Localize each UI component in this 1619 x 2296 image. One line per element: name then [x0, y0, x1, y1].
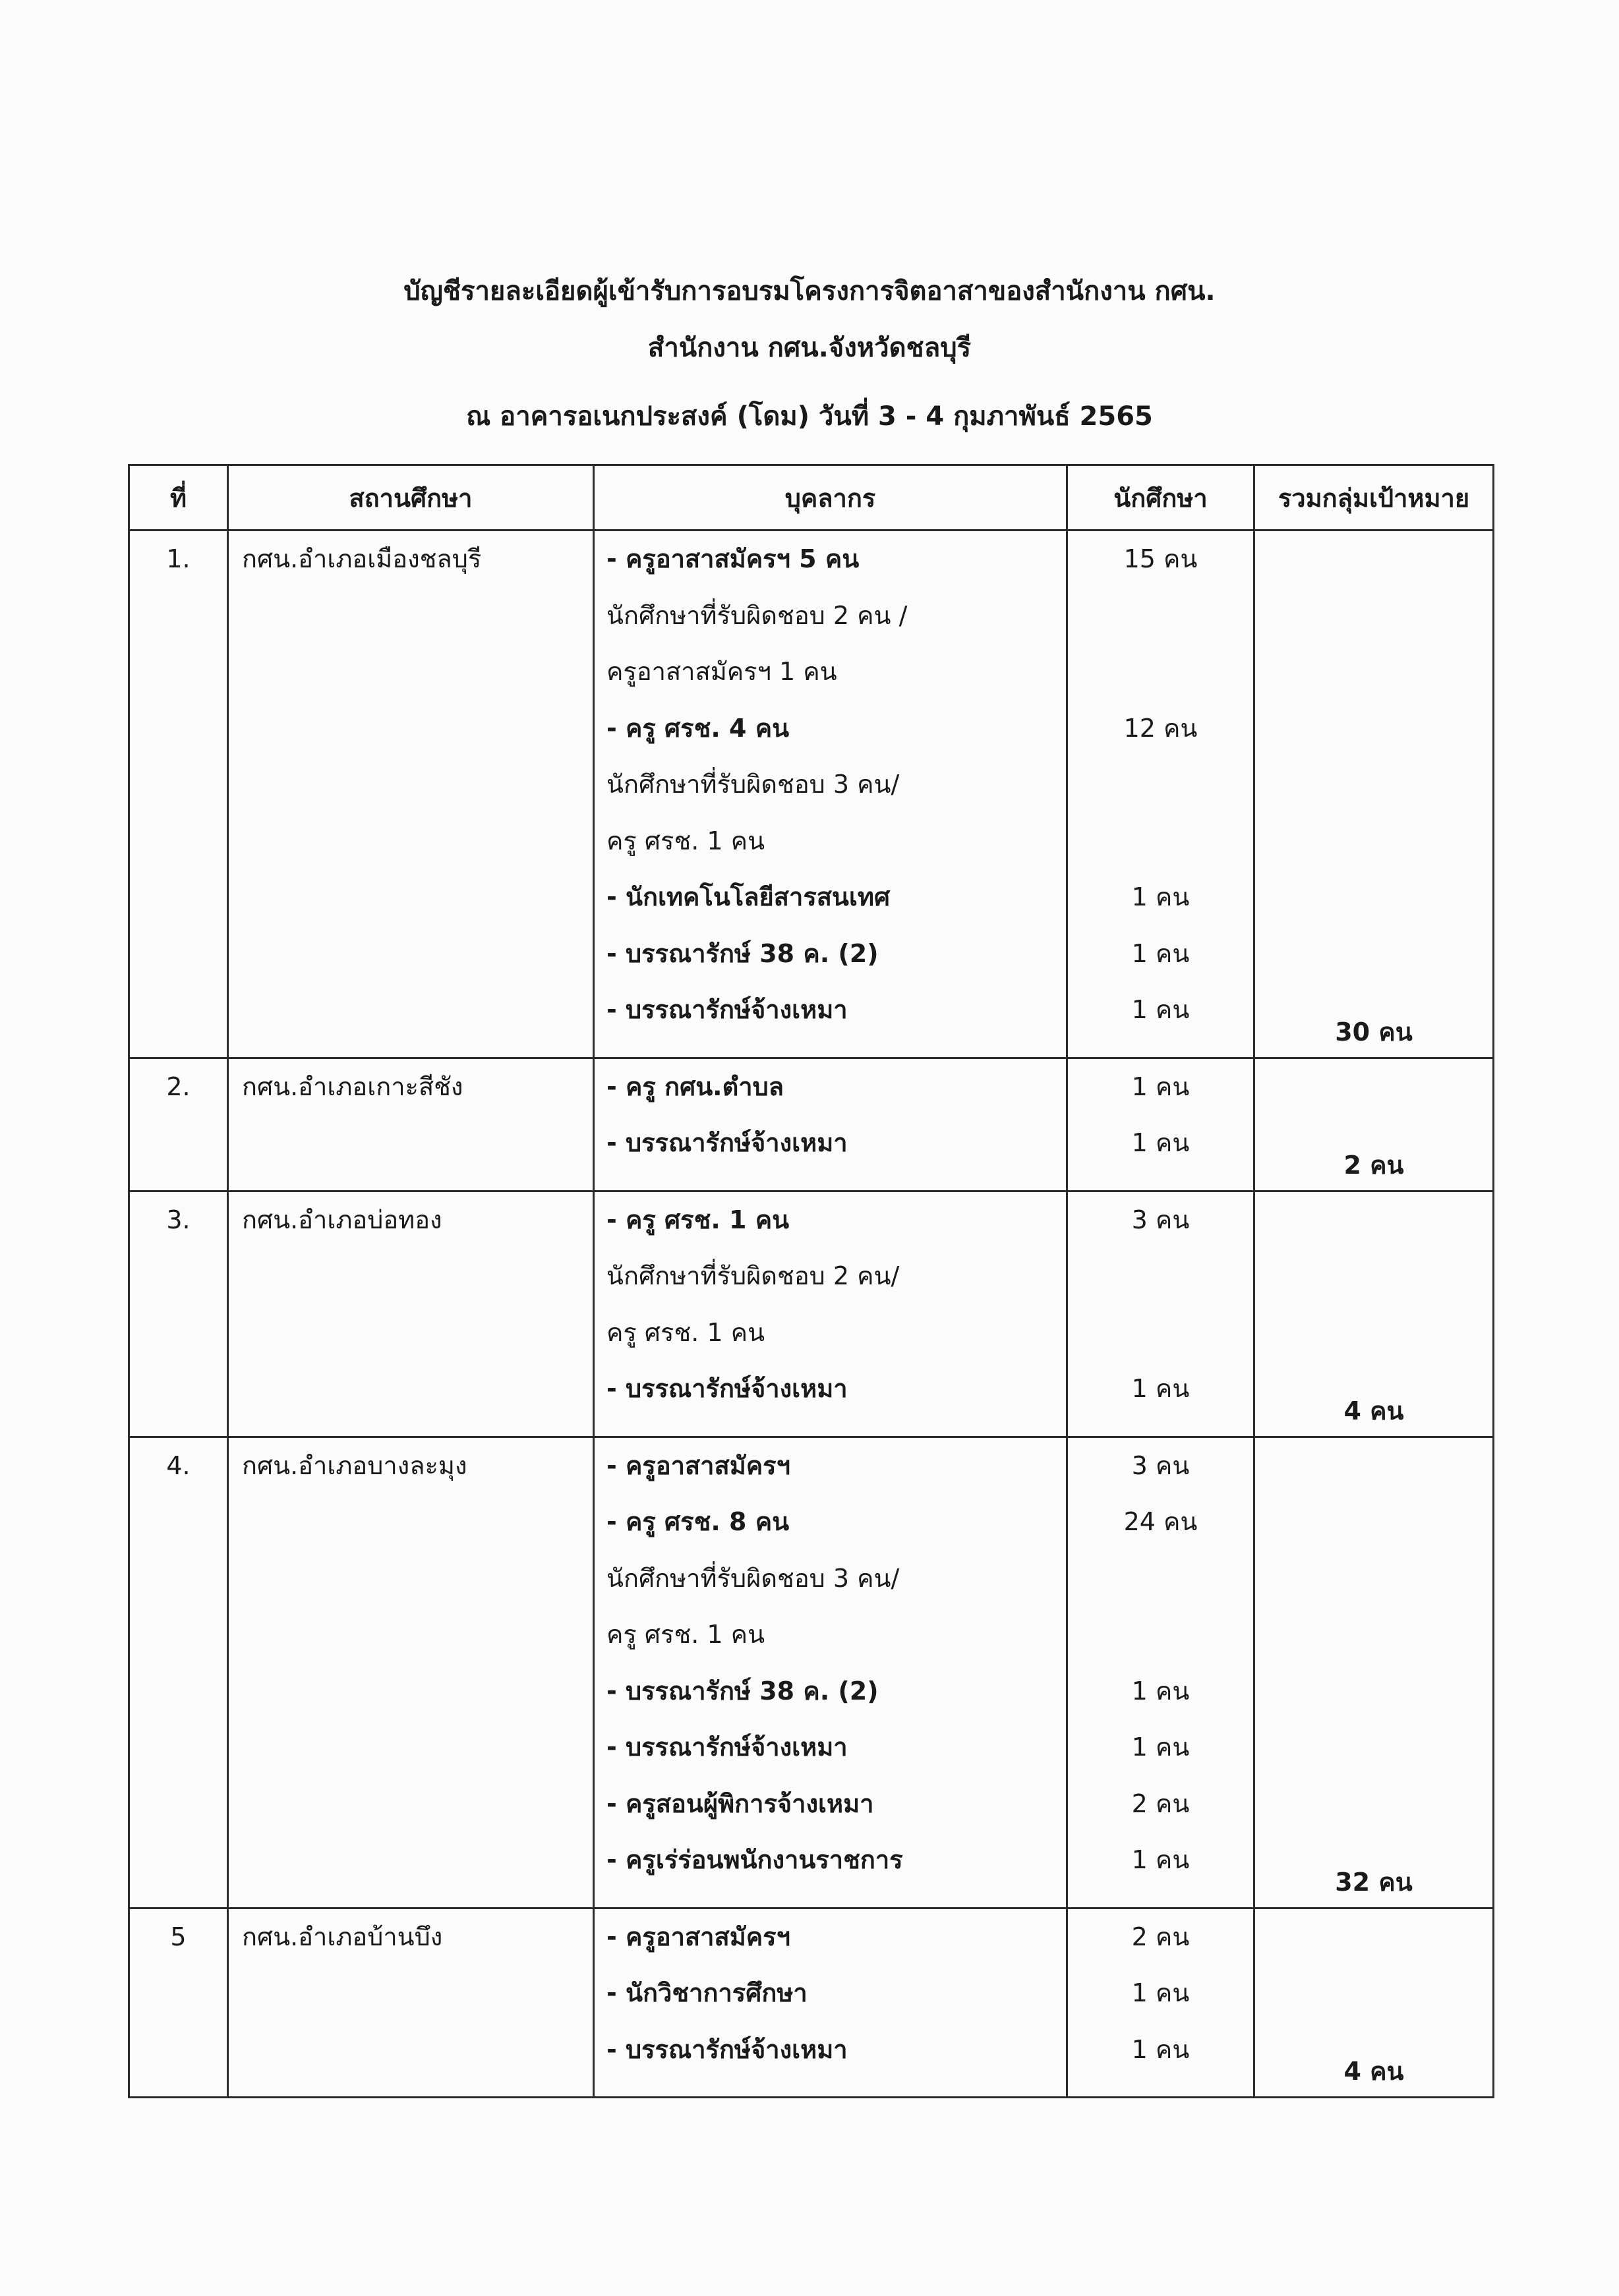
- personnel-line: ครู ศรช. 1 คน: [606, 1317, 765, 1347]
- row-number: 2.: [129, 1058, 228, 1191]
- participant-table: [128, 464, 1494, 2098]
- table-row: [129, 1191, 1494, 1437]
- student-count: 1 คน: [1131, 1072, 1190, 1101]
- student-count: 15 คน: [1123, 544, 1198, 573]
- personnel-cell: [594, 531, 1067, 1058]
- venue-date: ณ อาคารอเนกประสงค์ (โดม) วันที่ 3 - 4 กุมภาพันธ์ 2565: [466, 401, 1153, 432]
- student-count: 1 คน: [1131, 1374, 1190, 1403]
- student-count: 1 คน: [1131, 1978, 1190, 2007]
- school-name: กศน.อำเภอบ่อทอง: [228, 1191, 594, 1437]
- group-total: 2 คน: [1343, 1150, 1404, 1180]
- personnel-line: - บรรณารักษ์จ้างเหมา: [606, 1733, 848, 1762]
- students-cell: [1067, 531, 1254, 1058]
- students-cell: [1067, 1908, 1254, 2098]
- personnel-line: - นักวิชาการศึกษา: [606, 1978, 808, 2007]
- personnel-cell: [594, 1908, 1067, 2098]
- table-row: [129, 531, 1494, 1058]
- personnel-line: - บรรณารักษ์ 38 ค. (2): [606, 1676, 879, 1706]
- header-school: สถานศึกษา: [228, 465, 594, 531]
- row-number: 3.: [129, 1191, 228, 1437]
- personnel-line: - บรรณารักษ์จ้างเหมา: [606, 1128, 848, 1157]
- student-count: 12 คน: [1123, 713, 1198, 743]
- personnel-line: ครูอาสาสมัครฯ 1 คน: [606, 657, 837, 686]
- personnel-line: - ครู ศรช. 1 คน: [606, 1205, 790, 1234]
- personnel-cell: [594, 1191, 1067, 1437]
- student-count: [1068, 1560, 1253, 1617]
- school-name: กศน.อำเภอบ้านบึง: [228, 1908, 594, 2098]
- student-count: [1068, 653, 1253, 710]
- table-header-row: [129, 465, 1494, 531]
- student-count: [1068, 822, 1253, 879]
- table-row: [129, 1908, 1494, 2098]
- row-number: 4.: [129, 1437, 228, 1908]
- group-total: 32 คน: [1335, 1867, 1413, 1897]
- group-total: 4 คน: [1343, 2057, 1404, 2086]
- header-no: ที่: [129, 465, 228, 531]
- students-cell: [1067, 1058, 1254, 1191]
- students-cell: [1067, 1437, 1254, 1908]
- total-cell: [1254, 1908, 1494, 2098]
- student-count: 1 คน: [1131, 1128, 1190, 1157]
- table-body: [129, 531, 1494, 2098]
- header-students: นักศึกษา: [1067, 465, 1254, 531]
- total-cell: [1254, 531, 1494, 1058]
- total-cell: [1254, 1191, 1494, 1437]
- personnel-line: นักศึกษาที่รับผิดชอบ 3 คน/: [606, 770, 900, 799]
- student-count: 1 คน: [1131, 2034, 1190, 2064]
- personnel-line: - บรรณารักษ์จ้างเหมา: [606, 995, 848, 1024]
- personnel-line: - ครู ศรช. 4 คน: [606, 713, 790, 743]
- personnel-cell: [594, 1058, 1067, 1191]
- student-count: 1 คน: [1131, 1845, 1190, 1874]
- personnel-line: นักศึกษาที่รับผิดชอบ 2 คน/: [606, 1261, 900, 1290]
- student-count: 2 คน: [1131, 1789, 1190, 1818]
- school-name: กศน.อำเภอเกาะสีชัง: [228, 1058, 594, 1191]
- personnel-line: - ครู กศน.ตำบล: [606, 1072, 784, 1101]
- student-count: 1 คน: [1131, 1733, 1190, 1762]
- personnel-line: ครู ศรช. 1 คน: [606, 1620, 765, 1649]
- group-total: 4 คน: [1343, 1396, 1404, 1425]
- personnel-line: - ครูอาสาสมัครฯ: [606, 1922, 790, 1951]
- table-row: [129, 1058, 1494, 1191]
- total-cell: [1254, 1058, 1494, 1191]
- student-count: 24 คน: [1123, 1507, 1198, 1536]
- personnel-cell: [594, 1437, 1067, 1908]
- student-count: 1 คน: [1131, 995, 1190, 1024]
- row-number: 5: [129, 1908, 228, 2098]
- table-row: [129, 1437, 1494, 1908]
- personnel-line: - ครู ศรช. 8 คน: [606, 1507, 790, 1536]
- student-count: [1068, 597, 1253, 654]
- student-count: [1068, 766, 1253, 822]
- personnel-line: - บรรณารักษ์จ้างเหมา: [606, 1374, 848, 1403]
- header-total: รวมกลุ่มเป้าหมาย: [1254, 465, 1494, 531]
- personnel-line: - บรรณารักษ์ 38 ค. (2): [606, 938, 879, 968]
- personnel-line: นักศึกษาที่รับผิดชอบ 3 คน/: [606, 1563, 900, 1593]
- personnel-line: ครู ศรช. 1 คน: [606, 826, 765, 855]
- school-name: กศน.อำเภอบางละมุง: [228, 1437, 594, 1908]
- office-name: สำนักงาน กศน.จังหวัดชลบุรี: [647, 333, 972, 363]
- header-personnel: บุคลากร: [594, 465, 1067, 531]
- student-count: 1 คน: [1131, 938, 1190, 968]
- personnel-line: - ครูอาสาสมัครฯ 5 คน: [606, 544, 860, 573]
- row-number: 1.: [129, 531, 228, 1058]
- document-title: บัญชีรายละเอียดผู้เข้ารับการอบรมโครงการจิตอาสาของสำนักงาน กศน.: [403, 276, 1216, 306]
- school-name: กศน.อำเภอเมืองชลบุรี: [228, 531, 594, 1058]
- personnel-line: - บรรณารักษ์จ้างเหมา: [606, 2034, 848, 2064]
- student-count: 1 คน: [1131, 882, 1190, 911]
- personnel-line: นักศึกษาที่รับผิดชอบ 2 คน /: [606, 600, 908, 630]
- personnel-line: - ครูอาสาสมัครฯ: [606, 1450, 790, 1480]
- student-count: [1068, 1616, 1253, 1673]
- group-total: 30 คน: [1335, 1017, 1413, 1047]
- student-count: [1068, 1257, 1253, 1314]
- personnel-line: - นักเทคโนโลยีสารสนเทศ: [606, 882, 891, 911]
- students-cell: [1067, 1191, 1254, 1437]
- student-count: 1 คน: [1131, 1676, 1190, 1706]
- student-count: 3 คน: [1131, 1450, 1190, 1480]
- student-count: 3 คน: [1131, 1205, 1190, 1234]
- student-count: [1068, 1314, 1253, 1371]
- personnel-line: - ครูสอนผู้พิการจ้างเหมา: [606, 1789, 874, 1818]
- total-cell: [1254, 1437, 1494, 1908]
- personnel-line: - ครูเร่ร่อนพนักงานราชการ: [606, 1845, 903, 1874]
- student-count: 2 คน: [1131, 1922, 1190, 1951]
